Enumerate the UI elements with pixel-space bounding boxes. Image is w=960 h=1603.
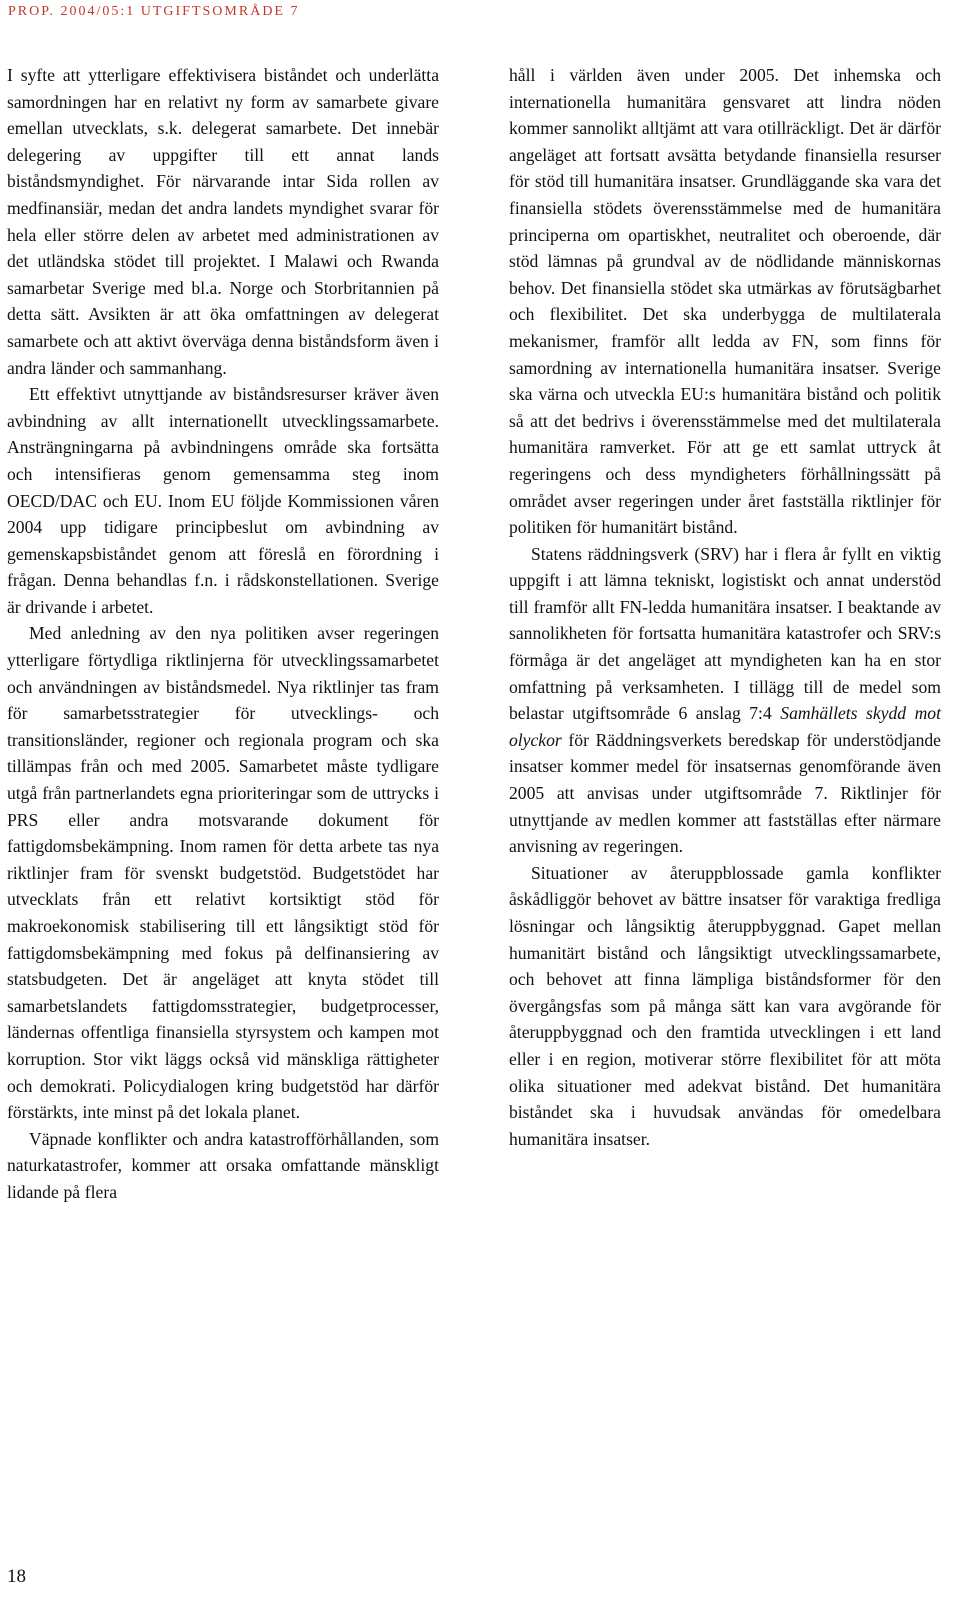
paragraph: Med anledning av den nya politiken avser regeringen ytterligare förtydliga riktlinjerna för utvecklingssamarbetet och användningen av biståndsmedel. Nya riktlinjer tas fram för samarbetsstrategier för utvecklings- och transitionsländer, regioner och regionala program och ska tillämpas från och med 2005. Samarbetet måste tydligare utgå från partnerlandets egna prioriteringar som de uttrycks i PRS eller andra motsvarande dokument för fattigdomsbekämpning. Inom ramen för detta arbete tas nya riktlinjer fram för svenskt budgetstöd. Budgetstödet har utvecklats från ett relativt kortsiktigt stöd för makroekonomisk stabilisering till ett långsiktigt stöd för fattigdomsbekämpning med fokus på delfinansiering av statsbudgeten. Det är angeläget att knyta stödet till samarbetslandets fattigdomsstrategier, budgetprocesser, ländernas offentliga finansiella styrsystem och kampen mot korruption. Stor vikt läggs också vid mänskliga rättigheter och demokrati. Policydialogen kring budgetstöd har därför förstärkts, inte minst på det lokala planet. <box>7 623 439 1123</box>
paragraph-text: Statens räddningsverk (SRV) har i flera år fyllt en viktig uppgift i att lämna tekniskt, logistiskt och annat understöd till framför allt FN-ledda humanitära insatser. I beaktande av sannolikheten för fortsatta humanitära katastrofer och SRV:s förmåga är det angeläget att myndigheten kan ha en stor omfattning på verksamheten. I tillägg till de medel som belastar utgiftsområde 6 anslag 7:4 <box>509 543 941 724</box>
page-number: 18 <box>7 1566 26 1587</box>
paragraph: Väpnade konflikter och andra katastrofförhållanden, som naturkatastrofer, kommer att orsaka omfattande mänskligt lidande på flera <box>7 1128 439 1202</box>
running-head: PROP. 2004/05:1 UTGIFTSOMRÅDE 7 <box>8 4 300 19</box>
italic-appropriation-title: Samhällets skydd mot olyckor <box>509 703 941 750</box>
paragraph-continued: håll i världen även under 2005. Det inhemska och internationella humanitära gensvaret att lindra nöden kommer sannolikt alltjämt att vara otillräckligt. Det är därför angeläget att fortsatt avsätta betydande finansiella resurser för stöd till humanitära insatser. Grundläggande ska vara det finansiella stödets överensstämmelse med de humanitära principerna om opartiskhet, neutralitet och oberoende, där stöd lämnas på grundval av de nödlidande människornas behov. Det finansiella stödet ska utmärkas av förutsägbarhet och flexibilitet. Det ska underbygga de multilaterala mekanismer, framför allt ledda av FN, som finns för samordning av internationella humanitära insatser. Sverige ska värna och utveckla EU:s humanitära bistånd och politik så att det bedrivs i överensstämmelse med det multilaterala humanitära ramverket. För att ge ett samlat uttryck åt regeringens och dess myndigheters förhållningssätt på området avser regeringen under året fastställa riktlinjer för politiken för humanitärt bistånd. <box>509 65 941 538</box>
paragraph: I syfte att ytterligare effektivisera biståndet och underlätta samordningen har en relativt ny form av samarbete givare emellan utvecklats, s.k. delegerat samarbete. Det innebär delegering av uppgifter till ett annat lands biståndsmyndighet. För närvarande intar Sida rollen av medfinansiär, medan det andra landets myndighet svarar för hela eller större delen av arbetet med administrationen av det utländska stödet till projektet. I Malawi och Rwanda samarbetar Sverige med bl.a. Norge och Storbritannien på detta sätt. Avsikten är att öka omfattningen av delegerat samarbete och att aktivt överväga denna biståndsform även i andra länder och sammanhang. <box>7 65 439 378</box>
left-column <box>7 62 439 1206</box>
paragraph: Ett effektivt utnyttjande av biståndsresurser kräver även avbindning av allt internationellt utvecklingssamarbete. Ansträngningarna på avbindningens område ska fortsätta och intensifieras genom gemensamma steg inom OECD/DAC och EU. Inom EU följde Kommissionen våren 2004 upp tidigare principbeslut om avbindning av gemenskapsbiståndet genom att föreslå en förordning i frågan. Denna behandlas f.n. i rådskonstellationen. Sverige är drivande i arbetet. <box>7 384 439 617</box>
right-column <box>509 62 941 1152</box>
paragraph: Situationer av återuppblossade gamla konflikter åskådliggör behovet av bättre insatser för varaktiga fredliga lösningar och långsiktig återuppbyggnad. Gapet mellan humanitärt bistånd och långsiktigt utvecklingssamarbete, och behovet att finna lämpliga biståndsformer för den övergångsfas som på många sätt kan vara avgörande för återuppbyggnad och den framtida utvecklingen i ett land eller i en region, motiverar större flexibilitet för att möta olika situationer med adekvat bistånd. Det humanitära biståndet ska i huvudsak användas för omedelbara humanitära insatser. <box>509 862 941 1149</box>
paragraph-text: för Räddningsverkets beredskap för understödjande insatser kommer medel för insatsernas genomförande även 2005 att anvisas under utgiftsområde 7. Riktlinjer för utnyttjande av medlen kommer att fastställas efter närmare anvisning av regeringen. <box>509 729 941 857</box>
paragraph <box>509 541 941 860</box>
